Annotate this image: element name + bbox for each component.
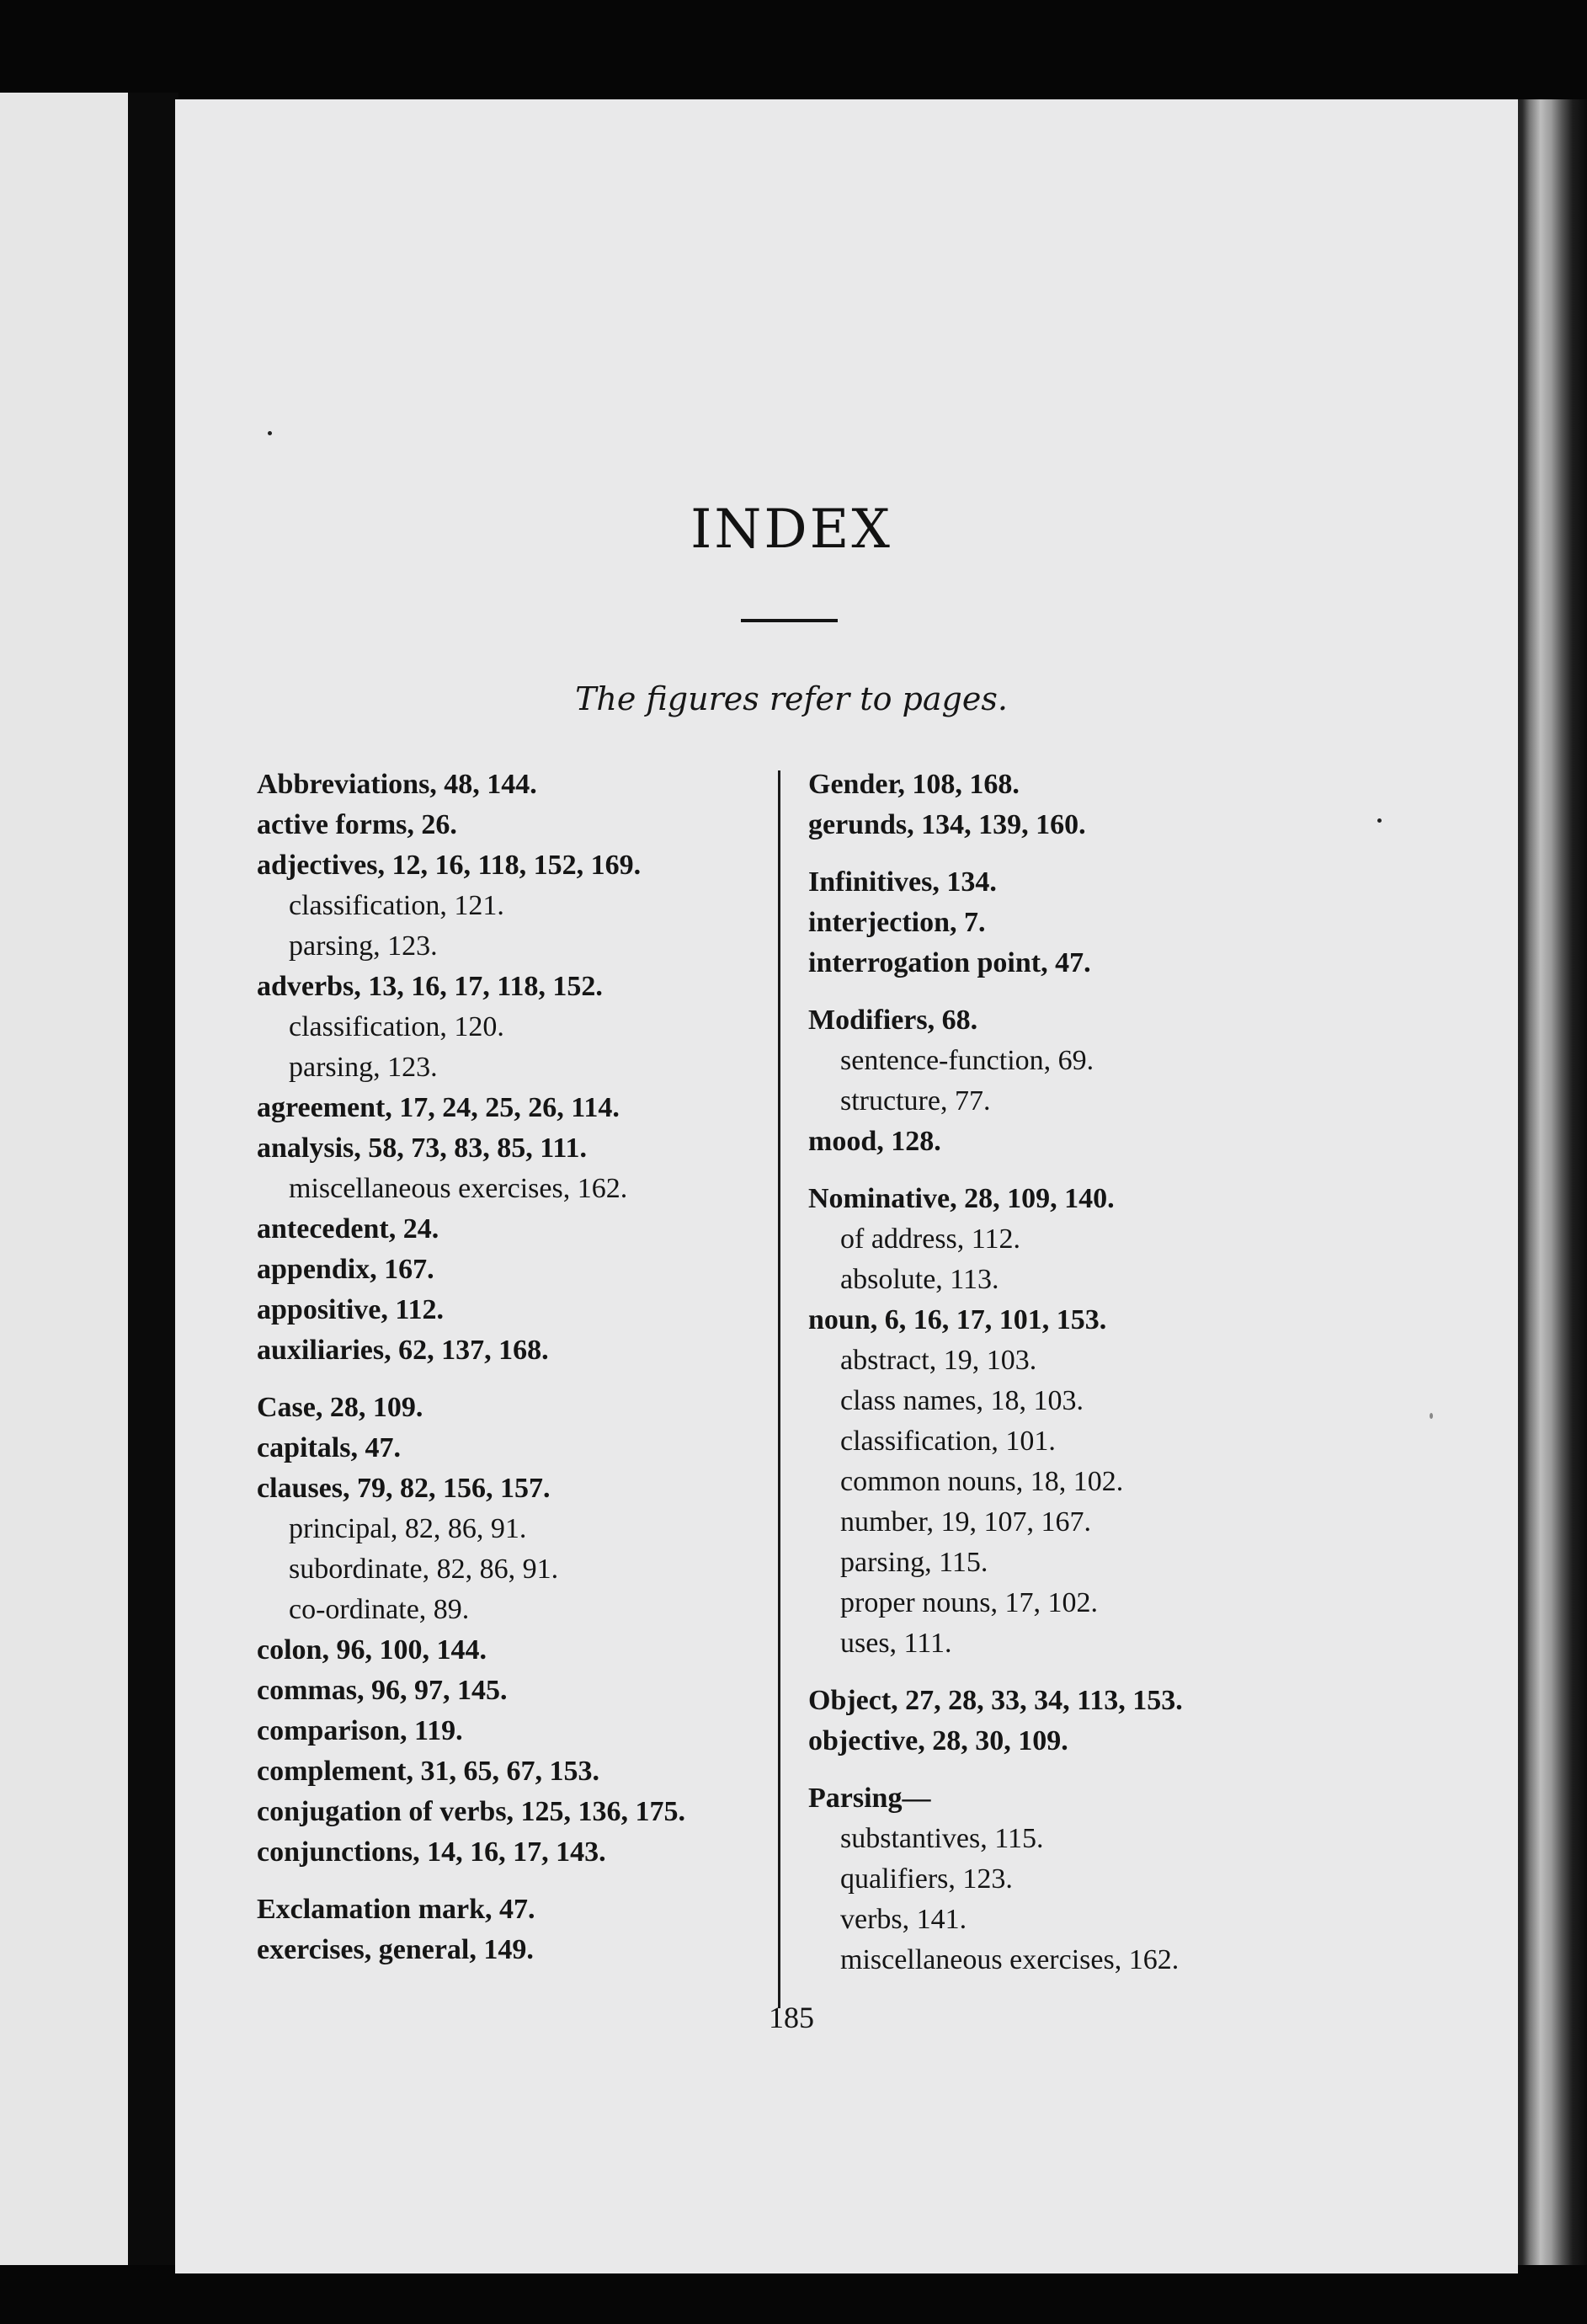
book-gutter — [128, 93, 178, 2273]
index-entry: mood, 128. — [808, 1126, 941, 1157]
index-entry: appositive, 112. — [257, 1294, 444, 1325]
index-entry: adverbs, 13, 16, 17, 118, 152. — [257, 971, 603, 1002]
page-subtitle: The figures refer to pages. — [575, 680, 1008, 717]
index-subentry: absolute, 113. — [840, 1264, 999, 1295]
index-subentry: classification, 121. — [289, 890, 504, 921]
index-subentry: classification, 120. — [289, 1011, 504, 1042]
index-entry: Parsing— — [808, 1783, 931, 1814]
index-entry: capitals, 47. — [257, 1432, 401, 1463]
scan-speck — [1430, 1413, 1433, 1419]
index-entry: clauses, 79, 82, 156, 157. — [257, 1473, 551, 1504]
index-entry: adjectives, 12, 16, 118, 152, 169. — [257, 850, 642, 881]
index-column-left — [257, 765, 762, 1970]
scan-frame-top — [0, 0, 1587, 99]
index-entry: Nominative, 28, 109, 140. — [808, 1183, 1115, 1214]
index-entry: Modifiers, 68. — [808, 1005, 978, 1036]
index-subentry: common nouns, 18, 102. — [840, 1466, 1124, 1497]
index-subentry: substantives, 115. — [840, 1823, 1044, 1854]
index-subentry: parsing, 123. — [289, 930, 438, 962]
index-subentry: parsing, 115. — [840, 1547, 988, 1578]
scan-speck — [1377, 818, 1382, 823]
title-rule — [741, 619, 838, 622]
index-entry: comparison, 119. — [257, 1715, 463, 1746]
scan-speck — [268, 431, 272, 435]
index-entry: auxiliaries, 62, 137, 168. — [257, 1335, 549, 1366]
index-entry: conjugation of verbs, 125, 136, 175. — [257, 1796, 686, 1827]
column-divider — [778, 770, 780, 2008]
index-subentry: principal, 82, 86, 91. — [289, 1513, 527, 1544]
index-subentry: number, 19, 107, 167. — [840, 1506, 1091, 1538]
page-number: 185 — [769, 2001, 814, 2034]
index-subentry: qualifiers, 123. — [840, 1863, 1013, 1895]
index-subentry: miscellaneous exercises, 162. — [289, 1173, 628, 1204]
index-entry: active forms, 26. — [257, 809, 457, 840]
index-entry: exercises, general, 149. — [257, 1934, 534, 1965]
index-entry: Case, 28, 109. — [257, 1392, 423, 1423]
scan-frame-bottom — [0, 2265, 1587, 2324]
page-stack-edge — [1515, 99, 1587, 2272]
index-entry: colon, 96, 100, 144. — [257, 1634, 487, 1666]
index-subentry: abstract, 19, 103. — [840, 1345, 1037, 1376]
index-subentry: subordinate, 82, 86, 91. — [289, 1554, 559, 1585]
index-entry: noun, 6, 16, 17, 101, 153. — [808, 1304, 1107, 1335]
index-subentry: uses, 111. — [840, 1628, 952, 1659]
page-title: INDEX — [690, 498, 892, 561]
index-entry: agreement, 17, 24, 25, 26, 114. — [257, 1092, 620, 1123]
index-column-right — [808, 765, 1313, 1980]
index-subentry: classification, 101. — [840, 1426, 1056, 1457]
index-entry: Object, 27, 28, 33, 34, 113, 153. — [808, 1685, 1183, 1716]
index-entry: objective, 28, 30, 109. — [808, 1725, 1068, 1756]
index-entry: antecedent, 24. — [257, 1213, 439, 1245]
index-entry: appendix, 167. — [257, 1254, 434, 1285]
index-subentry: of address, 112. — [840, 1223, 1021, 1255]
index-entry: interjection, 7. — [808, 907, 986, 938]
index-entry: complement, 31, 65, 67, 153. — [257, 1756, 600, 1787]
index-entry: Abbreviations, 48, 144. — [257, 769, 537, 800]
index-subentry: co-ordinate, 89. — [289, 1594, 470, 1625]
facing-page-edge — [0, 93, 128, 2273]
index-entry: analysis, 58, 73, 83, 85, 111. — [257, 1133, 588, 1164]
index-subentry: parsing, 123. — [289, 1052, 438, 1083]
index-entry: commas, 96, 97, 145. — [257, 1675, 508, 1706]
index-subentry: structure, 77. — [840, 1085, 991, 1117]
index-entry: gerunds, 134, 139, 160. — [808, 809, 1086, 840]
index-entry: Gender, 108, 168. — [808, 769, 1020, 800]
index-entry: conjunctions, 14, 16, 17, 143. — [257, 1836, 606, 1868]
index-entry: interrogation point, 47. — [808, 947, 1091, 978]
index-entry: Infinitives, 134. — [808, 866, 997, 898]
index-subentry: verbs, 141. — [840, 1904, 967, 1935]
index-subentry: proper nouns, 17, 102. — [840, 1587, 1098, 1618]
index-subentry: class names, 18, 103. — [840, 1385, 1084, 1416]
index-subentry: sentence-function, 69. — [840, 1045, 1094, 1076]
index-entry: Exclamation mark, 47. — [257, 1894, 535, 1925]
index-subentry: miscellaneous exercises, 162. — [840, 1944, 1180, 1975]
